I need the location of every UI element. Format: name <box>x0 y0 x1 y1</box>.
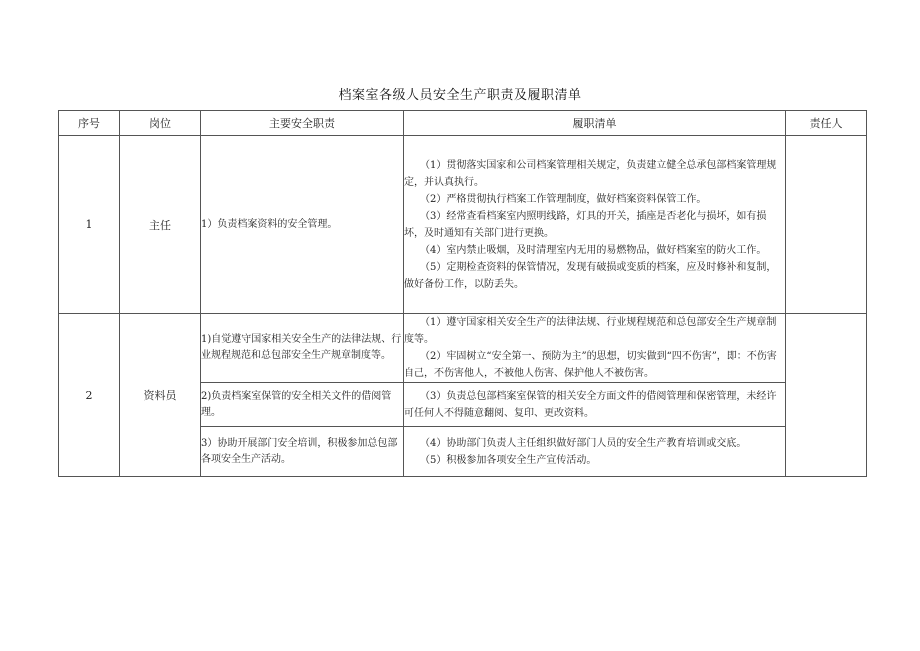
list-item: （1）遵守国家相关安全生产的法律法规、行业规程规范和总包部安全生产规章制度等。 <box>404 317 777 345</box>
list-item: （3）经常查看档案室内照明线路，灯具的开关，插座是否老化与损坏，如有损坏，及时通知有关部门进行更换。 <box>404 210 767 239</box>
row1-seq: 1 <box>59 136 120 314</box>
row2-seq: 2 <box>59 314 120 477</box>
row2-post: 资料员 <box>120 314 201 477</box>
row2-list-3 <box>404 427 786 477</box>
list-item: （2）牢固树立“安全第一、预防为主”的思想，切实做到“四不伤害”，即：不伤害自己，不伤害他人，不被他人伤害、保护他人不被伤害。 <box>404 351 777 379</box>
row2-duty-2: 2)负责档案室保管的安全相关文件的借阅管理。 <box>201 383 404 427</box>
row2-person <box>786 314 867 477</box>
header-row <box>59 111 867 136</box>
list-item: （4）协助部门负责人主任组织做好部门人员的安全生产教育培训或交底。 <box>420 437 747 449</box>
row2-list-1 <box>404 314 786 383</box>
duty-table <box>58 110 867 477</box>
header-list: 履职清单 <box>404 111 786 136</box>
row1-post: 主任 <box>120 136 201 314</box>
list-item: （5）积极参加各项安全生产宣传活动。 <box>420 454 597 466</box>
list-item: （3）负责总包部档案室保管的相关安全方面文件的借阅管理和保密管理，未经许可任何人不得随意翻阅、复印、更改资料。 <box>404 390 777 419</box>
header-post: 岗位 <box>120 111 201 136</box>
list-item: （2）严格贯彻执行档案工作管理制度，做好档案资料保管工作。 <box>420 193 707 205</box>
table-row <box>59 136 867 314</box>
row1-list <box>404 136 786 314</box>
list-item: （4）室内禁止吸烟，及时清理室内无用的易燃物品，做好档案室的防火工作。 <box>420 244 767 256</box>
list-item: （5）定期检查资料的保管情况，发现有破损或变质的档案，应及时修补和复制，做好备份工作，以防丢失。 <box>404 261 777 290</box>
header-seq: 序号 <box>59 111 120 136</box>
document-title: 档案室各级人员安全生产职责及履职清单 <box>338 88 582 103</box>
row2-duty-3: 3）协助开展部门安全培训，积极参加总包部各项安全生产活动。 <box>201 427 404 477</box>
row1-person <box>786 136 867 314</box>
header-duties: 主要安全职责 <box>201 111 404 136</box>
list-item: （1）贯彻落实国家和公司档案管理相关规定，负责建立健全总承包部档案管理规定，并认真执行。 <box>404 159 777 188</box>
row1-duty: 1）负责档案资料的安全管理。 <box>201 136 404 314</box>
row2-list-2 <box>404 383 786 427</box>
row2-duty-1: 1)自觉遵守国家相关安全生产的法律法规、行业规程规范和总包部安全生产规章制度等。 <box>201 314 404 383</box>
table-row <box>59 314 867 383</box>
header-person: 责任人 <box>786 111 867 136</box>
